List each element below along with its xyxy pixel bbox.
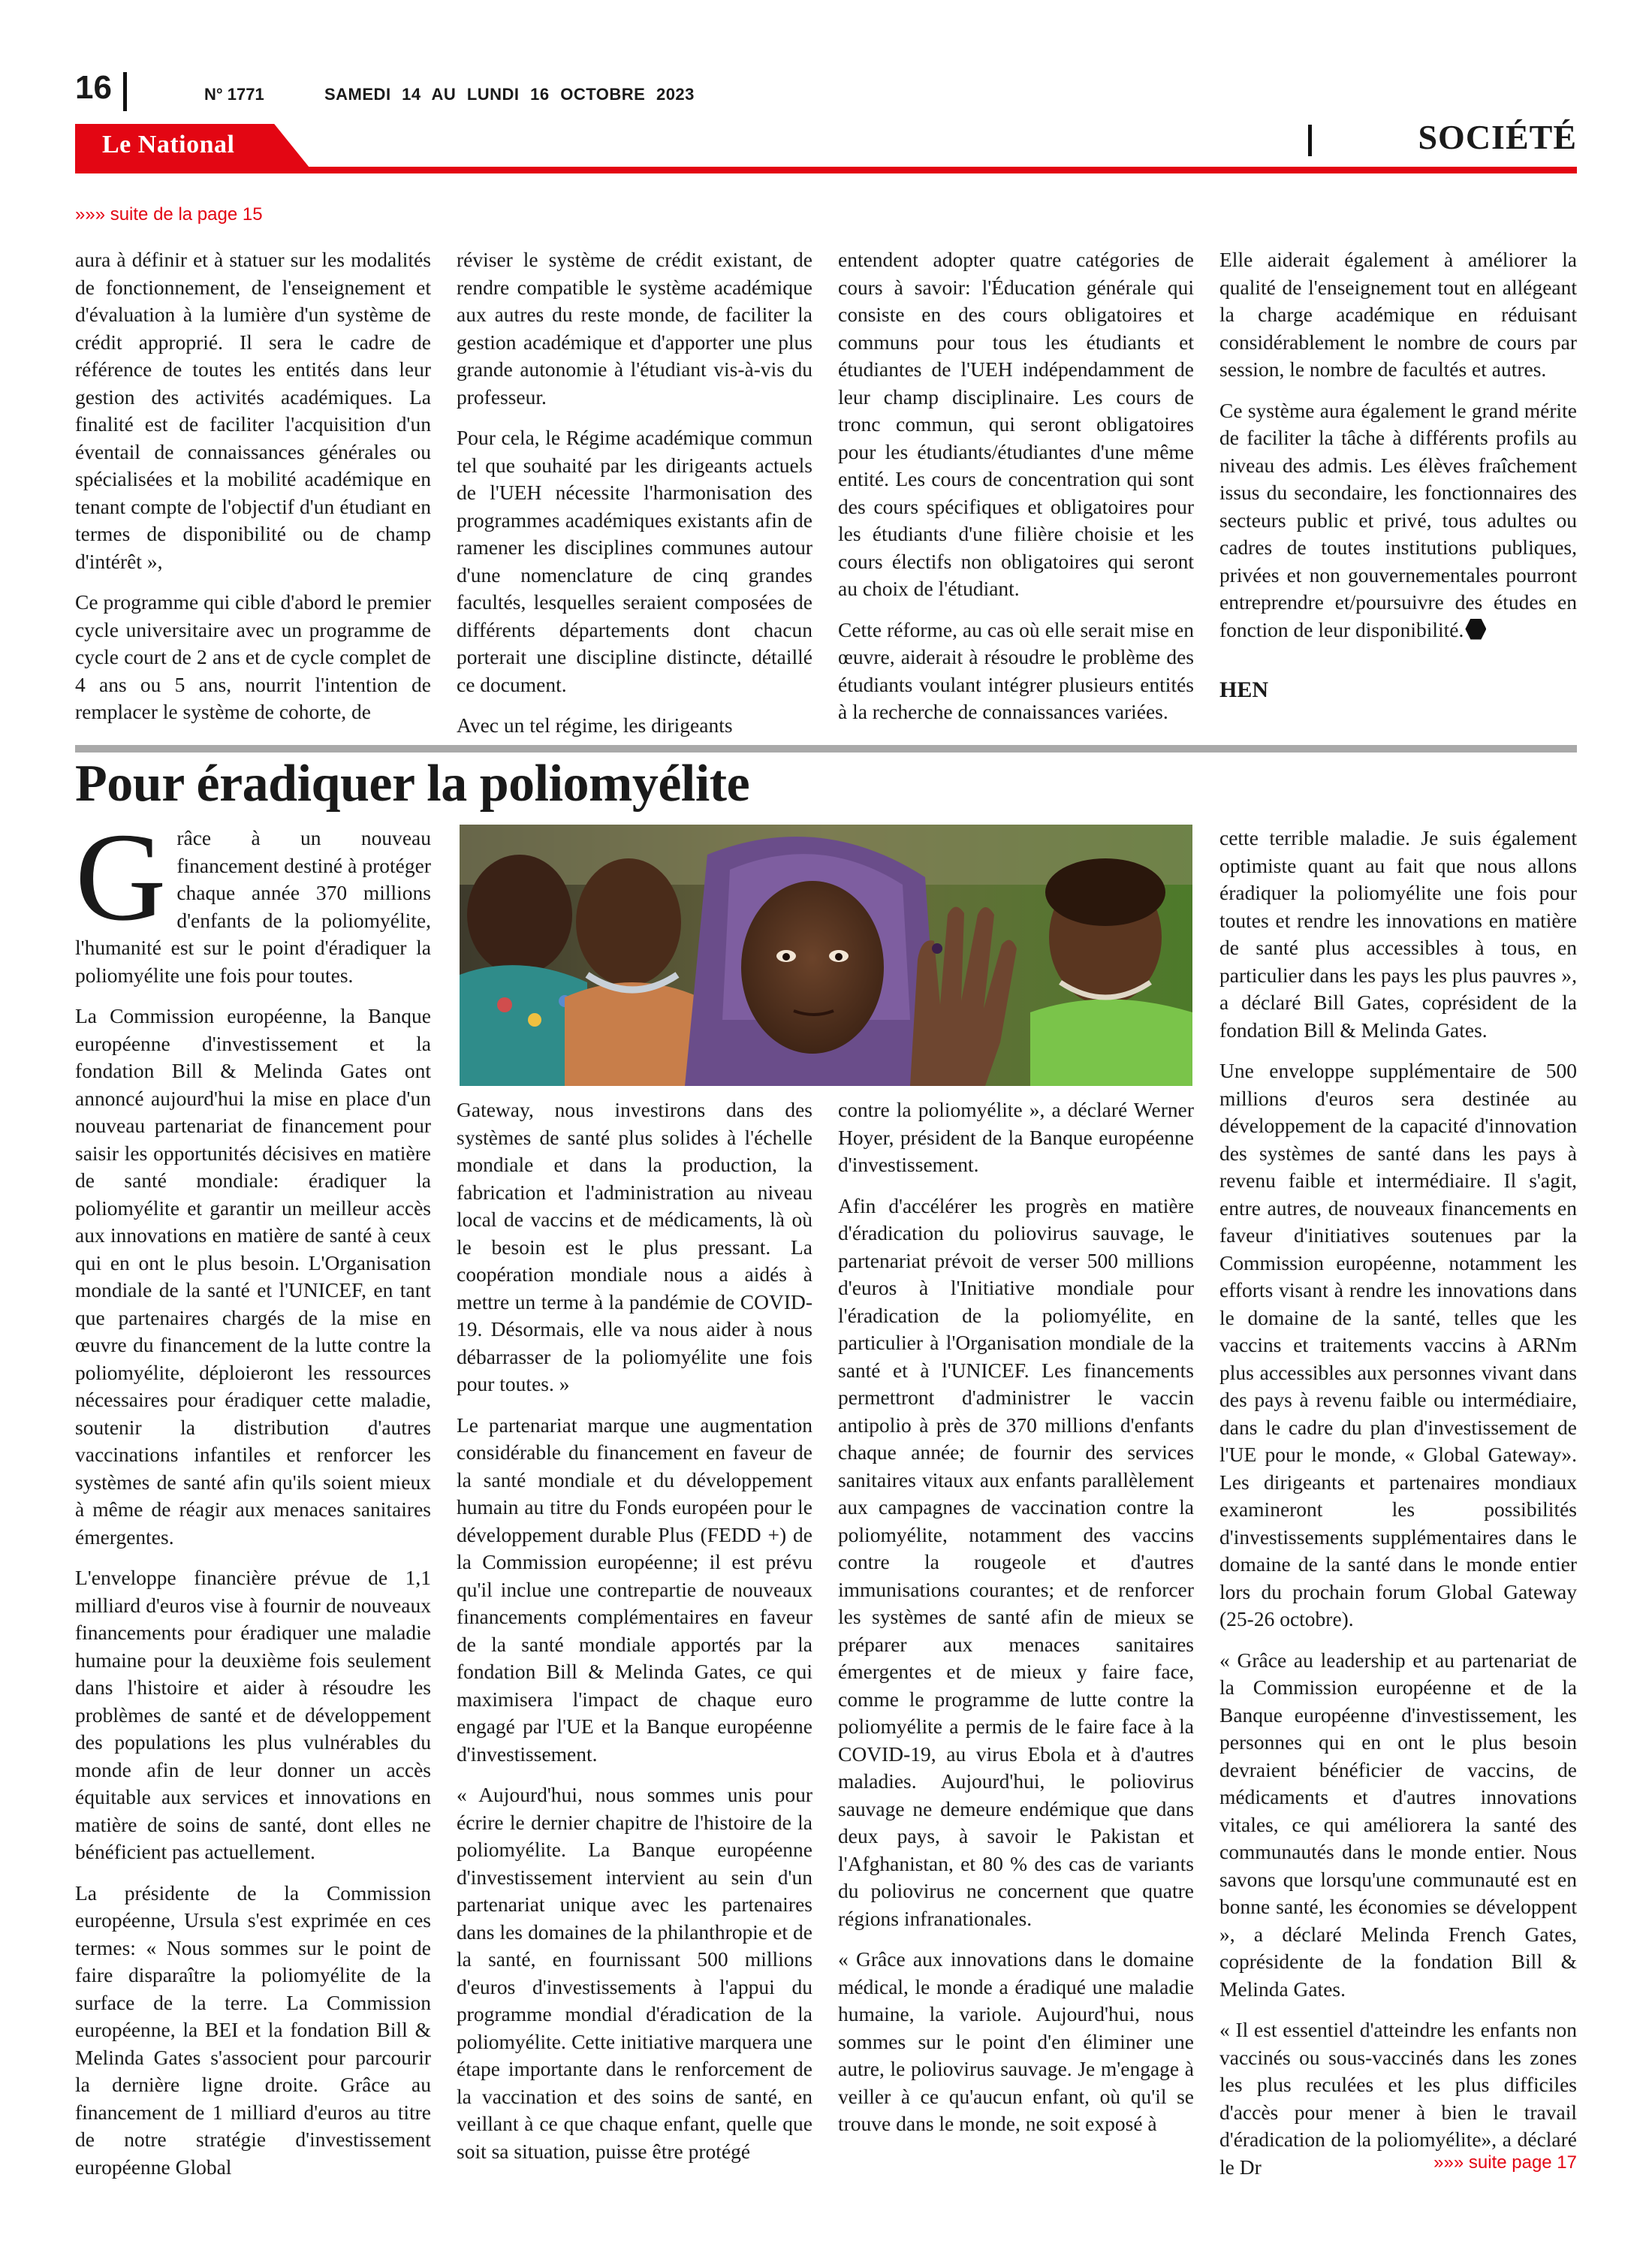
issue-date: SAMEDI 14 AU LUNDI 16 OCTOBRE 2023 (324, 85, 695, 104)
continued-from-link: »»» suite de la page 15 (75, 204, 263, 225)
header-rule (75, 167, 1577, 173)
section-title: SOCIÉTÉ (1418, 118, 1577, 156)
top-article-column-3 (838, 246, 1194, 740)
top-article-column-2 (457, 246, 812, 753)
issue-number: N° 1771 (204, 85, 264, 104)
top-article-column-1 (75, 246, 431, 740)
drop-cap: G (75, 807, 167, 947)
paragraph: La Commission européenne, la Banque européenne d'investissement et la fondation Bill & Melinda Gates ont annoncé aujourd'hui la mise en place d'un nouveau partenariat de financement pour saisir les opportunités décisives en matière de santé mondiale: éradiquer la poliomyélite et garantir un meilleur accès aux innovations en matière de santé à ceux qui en ont le plus besoin. L'Organisation mondiale de la santé et l'UNICEF, en tant que partenaires chargés de la mise en œuvre du financement de la lutte contre la poliomyélite, déploieront les ressources nécessaires pour éradiquer cette maladie, soutenir la distribution d'autres vaccinations infantiles et renforcer les systèmes de santé afin qu'ils soient mieux à même de réagir aux menaces sanitaires émergentes. (75, 1004, 431, 1549)
lead-paragraph (75, 807, 431, 989)
paragraph: « Aujourd'hui, nous sommes unis pour écrire le dernier chapitre de l'histoire de la poliomyélite. La Banque européenne d'investissement intervient au sein d'un partenariat unique avec les partenaires dans les domaines de la philanthropie et de la santé, en fournissant 500 millions d'euros d'investissements à l'appui du programme mondial d'éradication de la poliomyélite. Cette initiative marquera une étape importante dans le renforcement de la vaccination et des soins de santé, en veillant à ce que chaque enfant, quelle que soit sa situation, puisse être protégé (457, 1783, 812, 2163)
paragraph (1219, 397, 1577, 644)
continued-to-link: »»» suite page 17 (1433, 2152, 1577, 2173)
paragraph: cette terrible maladie. Je suis également optimiste quant au fait que nous allons éradiquer la poliomyélite une fois pour toutes et rendre les innovations en matière de santé plus accessibles à tous, en particulier dans les pays les plus pauvres », a déclaré Bill Gates, coprésident de la fondation Bill & Melinda Gates. (1219, 826, 1577, 1042)
top-article-column-4 (1219, 246, 1577, 704)
paragraph: « Grâce au leadership et au partenariat de la Commission européenne et de la Banque européenne d'investissement, les personnes qui en ont le plus besoin devraient bénéficier de vaccins, de médicaments et d'autres innovations vitales, ce qui améliorera la santé des communautés dans le monde entier. Nous savons que lorsqu'une communauté est en bonne santé, les économies se développent », a déclaré Melinda French Gates, coprésidente de la fondation Bill & Melinda Gates. (1219, 1648, 1577, 2001)
author-signature: HEN (1219, 677, 1269, 702)
paragraph: « Grâce aux innovations dans le domaine médical, le monde a éradiqué une maladie humaine, la variole. Aujourd'hui, nous sommes sur le point d'en éliminer une autre, le poliovirus sauvage. Je m'engage à veiller à ce qu'aucun enfant, où qu'il se trouve dans le monde, ne soit exposé à (838, 1947, 1194, 2135)
article-column-2 (457, 1096, 812, 2179)
lead-text: râce à un nouveau financement destiné à protéger chaque année 370 millions d'enfants de la poliomyélite, l'humanité est sur le point d'éradiquer la poliomyélite une fois pour toutes. (75, 826, 431, 987)
paragraph: Une enveloppe supplémentaire de 500 millions d'euros sera destinée au développement de la capacité d'innovation des systèmes de santé dans les pays à revenu faible et intermédiaire. Il s'agit, entre autres, de nouveaux financements en faveur d'initiatives soutenues par la Commission européenne, notamment les efforts visant à rendre les innovations dans le domaine de la santé, telles que les vaccins et traitements vaccins à ARNm plus accessibles aux personnes vivant dans des pays à revenu faible ou intermédiaire, dans le cadre du plan d'investissement de l'UE pour le monde, « Global Gateway». Les dirigeants et partenaires mondiaux examineront les possibilités d'investissements supplémentaires dans le domaine de la santé dans le monde entier lors du prochain forum Global Gateway (25-26 octobre). (1219, 1059, 1577, 1630)
paragraph: réviser le système de crédit existant, de rendre compatible le système académique aux autres du reste monde, de faciliter la gestion académique et d'apporter une plus grande autonomie à l'étudiant vis-à-vis du professeur. (457, 248, 812, 409)
article-title: Pour éradiquer la poliomyélite (75, 755, 750, 813)
article-column-1 (75, 807, 431, 2194)
section-divider-bar (1308, 125, 1312, 156)
paragraph: Pour cela, le Régime académique commun tel que souhaité par les dirigeants actuels de l'UEH nécessite l'harmonisation des programmes académiques existants afin de ramener les disciplines communes autour d'une nomenclature de cinq grandes facultés, lesquelles seraient composées de différents départements dont chacun porterait une discipline distincte, détaillé ce document. (457, 426, 812, 696)
paragraph: Afin d'accélérer les progrès en matière d'éradication du poliovirus sauvage, le partenariat prévoit de verser 500 millions d'euros à l'Initiative mondiale pour l'éradication de la poliomyélite, en particulier à l'Organisation mondiale de la santé et à l'UNICEF. Les financements permettront d'administrer le vaccin antipolio à près de 370 millions d'enfants chaque année; de fournir des services sanitaires vitaux aux enfants parallèlement aux campagnes de vaccination contre la poliomyélite, notamment des vaccins contre la rougeole et d'autres immunisations courantes; et de renforcer les systèmes de santé afin de mieux se préparer aux menaces sanitaires émergentes et de mieux y faire face, comme le programme de lutte contre la poliomyélite a permis de le faire face à la COVID-19, au virus Ebola et à d'autres maladies. Aujourd'hui, le poliovirus sauvage ne demeure endémique que dans deux pays, à savoir le Pakistan et l'Afghanistan, et 80 % des cas de variants du poliovirus ne concernent que quatre régions infranationales. (838, 1193, 1194, 1930)
paragraph: Cette réforme, au cas où elle serait mise en œuvre, aiderait à résoudre le problème des étudiants voulant intégrer plusieurs entités à la recherche de connaissances variées. (838, 617, 1194, 723)
paragraph: entendent adopter quatre catégories de cours à savoir: l'Éducation générale qui consiste en des cours obligatoires et communs pour tous les étudiants et étudiantes de l'UEH indépendamment de leur champ disciplinaire. Les cours de tronc commun, qui seront obligatoires pour les étudiants/étudiantes d'une même entité. Les cours de concentration qui sont des cours spécifiques et obligatoires pour les étudiants d'une filière choisie et les cours électifs non obligatoires qui seront au choix de l'étudiant. (838, 248, 1194, 600)
page-number-divider (123, 72, 127, 111)
paragraph: La présidente de la Commission européenne, Ursula s'est exprimée en ces termes: « Nous sommes sur le point de faire disparaître la poliomyélite de la surface de la terre. La Commission européenne, la BEI et la fondation Bill & Melinda Gates s'associent pour parcourir la dernière ligne droite. Grâce au financement de 1 milliard d'euros au titre de notre stratégie d'investissement européenne Global (75, 1881, 431, 2179)
paragraph: Le partenariat marque une augmentation considérable du financement en faveur de la santé mondiale et du développement humain au titre du Fonds européen pour le développement durable Plus (FEDD +) de la Commission européenne; il est prévu qu'il inclue une contrepartie de nouveaux financements complémentaires en faveur de la santé mondiale apportés par la fondation Bill & Melinda Gates, ce qui maximisera l'impact de chaque euro engagé par l'UE et la Banque européenne d'investissement. (457, 1413, 812, 1766)
paragraph: Avec un tel régime, les dirigeants (457, 713, 733, 737)
article-column-3 (838, 1096, 1194, 2152)
paragraph: Elle aiderait également à améliorer la qualité de l'enseignement tout en allégeant la charge académique en réduisant considérablement le nombre de cours par session, le nombre de facultés et autres. (1219, 248, 1577, 381)
article-column-4 (1219, 825, 1577, 2194)
article-photo (460, 825, 1192, 1086)
paragraph: « Il est essentiel d'atteindre les enfants non vaccinés ou sous-vaccinés dans les zones les plus reculées et les plus difficiles d'accès pour mener à bien le travail d'éradication de la poliomyélite», a déclaré le Dr (1219, 2018, 1577, 2179)
paragraph: L'enveloppe financière prévue de 1,1 milliard d'euros vise à fournir de nouveaux financements pour éradiquer une maladie humaine pour la deuxième fois seulement dans l'histoire et aider à résoudre les problèmes de santé et de développement des populations les plus vulnérables du monde afin de leur donner un accès équitable aux services et innovations en matière de soins de santé, dont elles ne bénéficient pas actuellement. (75, 1566, 431, 1863)
paragraph-text: Ce système aura également le grand mérite de faciliter la tâche à différents profils au niveau des admis. Les élèves fraîchement issus du secondaire, les fonctionnaires des secteurs public et privé, tous adultes ou cadres de toutes institutions publiques, privées et non gouvernementales pourront entreprendre et/poursuivre des études en fonction de leur disponibilité. (1219, 398, 1577, 641)
paragraph: Ce programme qui cible d'abord le premier cycle universitaire avec un programme de cycle court de 2 ans et de cycle complet de 4 ans ou 5 ans, nourrit l'intention de remplacer le système de cohorte, de (75, 590, 431, 723)
paragraph: aura à définir et à statuer sur les modalités de fonctionnement, de l'enseignement et d'évaluation à la lumière d'un système de crédit approprié. Il sera le cadre de référence de toutes les entités dans leur gestion des activités académiques. La finalité est de faciliter l'acquisition d'un éventail de connaissances générales ou spécialisées et la mobilité académique en tenant compte de l'objectif d'un étudiant en termes de disponibilité ou de champ d'intérêt », (75, 248, 431, 573)
masthead-logo: Le National (102, 131, 235, 158)
paragraph: Gateway, nous investirons dans des systèmes de santé plus solides à l'échelle mondiale et dans la production, la fabrication et l'administration au niveau local de vaccins et de médicaments, là où le besoin est le plus pressant. La coopération mondiale nous a aidés à mettre un terme à la pandémie de COVID-19. Désormais, elle va nous aider à nous débarrasser de la poliomyélite une fois pour toutes. » (457, 1098, 812, 1395)
paragraph: contre la poliomyélite », a déclaré Werner Hoyer, président de la Banque européenne d'investissement. (838, 1098, 1194, 1176)
page-number: 16 (75, 69, 112, 106)
end-of-article-mark (1465, 619, 1486, 640)
article-divider (75, 745, 1577, 753)
